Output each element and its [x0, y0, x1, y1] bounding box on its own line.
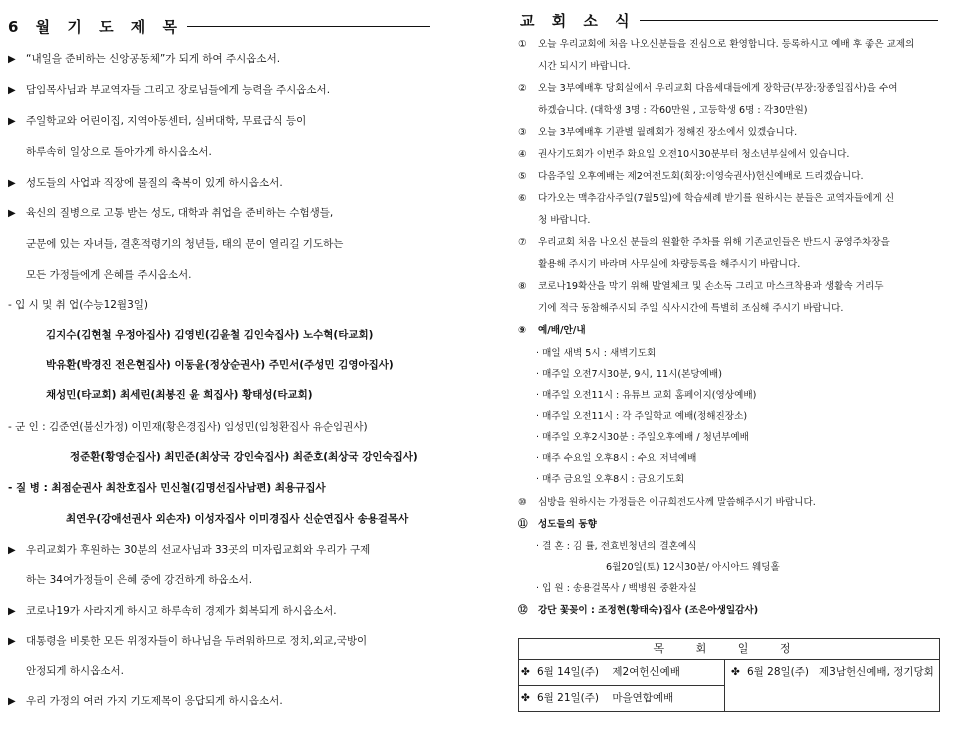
schedule-item: ✤ 6월 14일(주) 제2여헌신예배: [521, 666, 680, 678]
members-news-heading: ⑪ 성도들의 동향: [518, 519, 597, 530]
arrow-bullet-icon: ▶: [8, 116, 16, 127]
members-news-item: · 결 혼 : 김 률, 전효빈청년의 결혼예식: [536, 541, 697, 552]
title-rule: [640, 20, 938, 21]
schedule-item: ✤ 6월 28일(주) 제3남헌신예배, 정기당회: [731, 666, 934, 678]
worship-item: · 매주일 오후2시30분 : 주일오후예배 / 청년부예배: [536, 432, 749, 443]
illness-list: - 질 병 : 최점순권사 최찬호집사 민신철(김명선집사남편) 최용규집사: [8, 482, 326, 494]
name-list: 채성민(타교회) 최세린(최봉진 윤 희집사) 황태성(타교회): [46, 389, 313, 401]
prayer-line: ▶ 우리교회가 후원하는 30분의 선교사님과 33곳의 미자립교회와 우리가 구제: [8, 544, 371, 556]
news-item: ② 오늘 3부예배후 당회실에서 우리교회 다음세대들에게 장학금(부장:장종일집사)을 수여: [518, 83, 898, 94]
church-news-title: 교 회 소 식: [520, 12, 636, 30]
church-news-header: [520, 10, 938, 31]
arrow-bullet-icon: ▶: [8, 178, 16, 189]
prayer-line: 하는 34여가정들이 은혜 중에 강건하게 하옵소서.: [26, 574, 253, 586]
schedule-title: 목 회 일 정: [519, 639, 939, 660]
worship-item: · 매일 새벽 5시 : 새벽기도회: [536, 348, 657, 359]
prayer-line: ▶ 주일학교와 어린이집, 지역아동센터, 실버대학, 무료급식 등이: [8, 115, 307, 127]
pastoral-schedule-table: [518, 638, 940, 712]
members-news-item: 6월20일(토) 12시30분/ 아시아드 웨딩홀: [606, 562, 780, 573]
name-list: 최연우(강애선권사 외손자) 이성자집사 이미경집사 신순연집사 송용걸목사: [66, 513, 409, 525]
name-list: 박유환(박경진 전은현집사) 이동윤(정상순권사) 주민서(주성민 김영아집사): [46, 359, 394, 371]
table-divider: [724, 659, 725, 711]
cross-icon: ✤: [521, 692, 530, 704]
name-list: 정준환(황영순집사) 최민준(최상국 강인숙집사) 최준호(최상국 강인숙집사): [70, 451, 418, 463]
news-item: ④ 권사기도회가 이번주 화요일 오전10시30분부터 청소년부실에서 있습니다.: [518, 149, 850, 160]
prayer-line: 안정되게 하시옵소서.: [26, 665, 124, 677]
title-rule: [187, 26, 430, 27]
worship-item: · 매주 금요일 오후8시 : 금요기도회: [536, 474, 685, 485]
news-item: ① 오늘 우리교회에 처음 나오신분들을 진심으로 환영합니다. 등록하시고 예배 후 좋은 교제의: [518, 39, 915, 50]
news-item: ⑦ 우리교회 처음 나오신 분들의 원활한 주차를 위해 기존교인들은 반드시 공영주차장을: [518, 237, 890, 248]
prayer-line: ▶ 육신의 질병으로 고통 받는 성도, 대학과 취업을 준비하는 수험생들,: [8, 207, 334, 219]
arrow-bullet-icon: ▶: [8, 545, 16, 556]
prayer-line: 모든 가정들에게 은혜를 주시옵소서.: [26, 269, 192, 281]
prayer-line: ▶ “내일을 준비하는 신앙공동체”가 되게 하여 주시옵소서.: [8, 53, 281, 65]
exam-heading: - 입 시 및 취 업(수능12월3일): [8, 299, 148, 311]
worship-guide-heading: ⑨ 예/배/안/내: [518, 325, 586, 336]
news-item: ③ 오늘 3부예배후 기관별 월례회가 정해진 장소에서 있겠습니다.: [518, 127, 798, 138]
news-item: ⑧ 코로나19확산을 막기 위해 발열체크 및 손소독 그리고 마스크착용과 생활속 거리두: [518, 281, 884, 292]
worship-item: · 매주일 오전11시 : 유튜브 교회 홈페이지(영상예배): [536, 390, 757, 401]
prayer-line: ▶ 담임목사님과 부교역자들 그리고 장로님들에게 능력을 주시옵소서.: [8, 84, 331, 96]
arrow-bullet-icon: ▶: [8, 696, 16, 707]
prayer-line: ▶ 코로나19가 사라지게 하시고 하루속히 경제가 회복되게 하시옵소서.: [8, 605, 337, 617]
arrow-bullet-icon: ▶: [8, 636, 16, 647]
schedule-item: ✤ 6월 21일(주) 마을연합예배: [521, 692, 674, 704]
prayer-line: ▶ 성도들의 사업과 직장에 물질의 축복이 있게 하시옵소서.: [8, 177, 283, 189]
prayer-topics-title: 6 월 기 도 제 목: [8, 18, 183, 36]
news-item: 하겠습니다. (대학생 3명 : 각60만원 , 고등학생 6명 : 각30만원): [538, 105, 808, 116]
members-news-item: · 입 원 : 송용걸목사 / 백병원 중환자실: [536, 583, 697, 594]
news-item: 활용해 주시기 바라며 사무실에 차량등록을 해주시기 바랍니다.: [538, 259, 801, 270]
prayer-line: ▶ 우리 가정의 여러 가지 기도제목이 응답되게 하시옵소서.: [8, 695, 283, 707]
prayer-line: ▶ 대통령을 비롯한 모든 위정자들이 하나님을 두려워하므로 정치,외교,국방이: [8, 635, 368, 647]
prayer-line: 군문에 있는 자녀들, 결혼적령기의 청년들, 태의 문이 열리길 기도하는: [26, 238, 344, 250]
prayer-line: 하루속히 일상으로 돌아가게 하시옵소서.: [26, 146, 212, 158]
news-item: 시간 되시기 바랍니다.: [538, 61, 631, 72]
worship-item: · 매주일 오전11시 : 각 주일학교 예배(정해진장소): [536, 411, 748, 422]
worship-item: · 매주 수요일 오후8시 : 수요 저녁예배: [536, 453, 697, 464]
altar-flowers: ⑫ 강단 꽃꽂이 : 조정현(황태숙)집사 (조은아생일감사): [518, 605, 759, 616]
news-item: ⑤ 다음주일 오후예배는 제2여전도회(회장:이영숙권사)헌신예배로 드리겠습니다.: [518, 171, 864, 182]
arrow-bullet-icon: ▶: [8, 85, 16, 96]
cross-icon: ✤: [521, 666, 530, 678]
news-item: 기에 적극 동참해주시되 주일 식사시간에 특별히 조심해 주시기 바랍니다.: [538, 303, 844, 314]
soldier-list: - 군 인 : 김준연(불신가정) 이민재(황은경집사) 임성민(임청환집사 유순임권사): [8, 421, 368, 433]
name-list: 김지수(김현철 우정아집사) 김영빈(김윤철 김인숙집사) 노수혁(타교회): [46, 329, 374, 341]
arrow-bullet-icon: ▶: [8, 54, 16, 65]
table-divider: [519, 685, 724, 686]
prayer-topics-header: [8, 16, 430, 37]
news-item: 청 바랍니다.: [538, 215, 591, 226]
cross-icon: ✤: [731, 666, 740, 678]
worship-item: · 매주일 오전7시30분, 9시, 11시(본당예배): [536, 369, 722, 380]
news-item: ⑩ 심방을 원하시는 가정들은 이규희전도사께 말씀해주시기 바랍니다.: [518, 497, 816, 508]
arrow-bullet-icon: ▶: [8, 606, 16, 617]
news-item: ⑥ 다가오는 맥추감사주일(7월5일)에 학습세례 받기를 원하시는 분들은 교역자들에게 신: [518, 193, 895, 204]
arrow-bullet-icon: ▶: [8, 208, 16, 219]
